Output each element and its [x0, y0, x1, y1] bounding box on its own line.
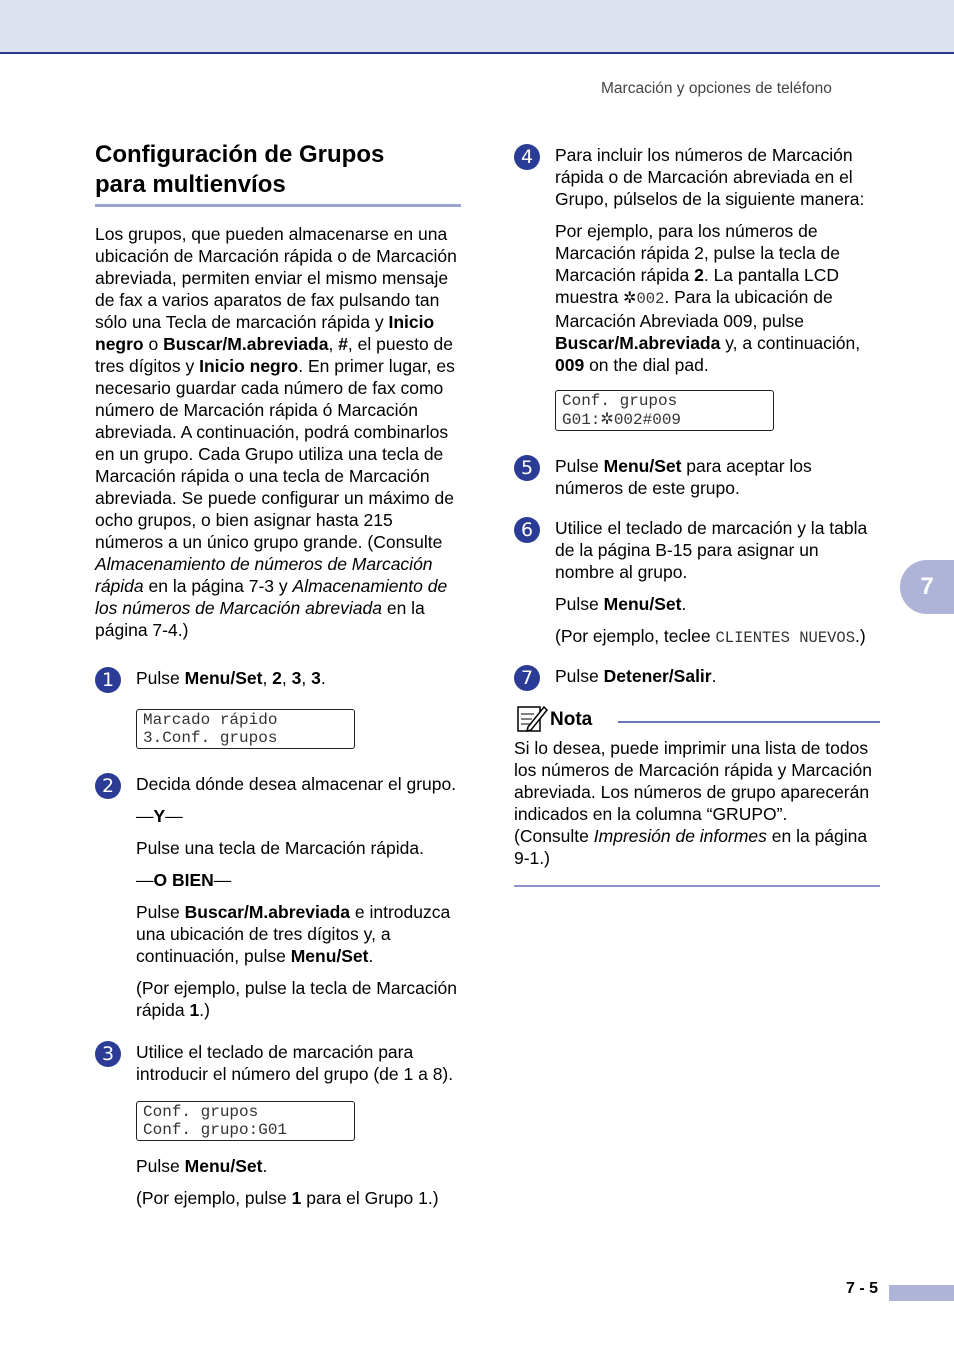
note-header-rule [618, 721, 880, 723]
step-6-example: (Por ejemplo, teclee CLIENTES NUEVOS.) [555, 626, 866, 647]
step-number-badge: 3 [95, 1041, 121, 1067]
note-bottom-rule [514, 885, 880, 887]
step-3-text: Utilice el teclado de marcación para introducir el número del grupo (de 1 a 8). [136, 1042, 454, 1084]
step-number-badge: 4 [514, 144, 540, 170]
alternative-separator: —O BIEN— [136, 870, 232, 890]
step-2-option-b: Pulse Buscar/M.abreviada e introduzca una ubicación de tres dígitos y, a continuación, pulse Menu/Set. [136, 902, 451, 966]
step-number-badge: 5 [514, 455, 540, 481]
step-6 [514, 517, 882, 649]
step-2-example: (Por ejemplo, pulse la tecla de Marcación rápida 1.) [136, 978, 457, 1020]
step-2-option-a: Pulse una tecla de Marcación rápida. [136, 838, 424, 858]
step-2 [95, 773, 465, 1021]
step-1-text: Pulse Menu/Set, 2, 3, 3. [136, 668, 326, 688]
note-header [514, 703, 882, 735]
lcd-display: Marcado rápido 3.Conf. grupos [136, 709, 355, 749]
lcd-display: Conf. grupos Conf. grupo:G01 [136, 1101, 355, 1141]
page-number: 7 - 5 [846, 1280, 879, 1297]
step-6-text: Utilice el teclado de marcación y la tabla de la página B-15 para asignar un nombre al grupo. [555, 518, 868, 582]
step-number-badge: 2 [95, 773, 121, 799]
footer-bar [889, 1285, 954, 1301]
step-1 [95, 667, 465, 749]
title-underline [95, 204, 461, 207]
top-header-band [0, 0, 954, 54]
left-column [95, 140, 465, 1209]
running-header: Marcación y opciones de teléfono [601, 80, 832, 97]
step-number-badge: 7 [514, 665, 540, 691]
alternative-separator: —Y— [136, 806, 183, 826]
chapter-tab: 7 [900, 560, 954, 614]
step-5 [514, 455, 882, 499]
step-4 [514, 144, 882, 431]
step-2-text: Decida dónde desea almacenar el grupo. [136, 774, 457, 794]
step-6-press: Pulse Menu/Set. [555, 594, 687, 614]
step-number-badge: 1 [95, 667, 121, 693]
step-4-text: Para incluir los números de Marcación rápida o de Marcación abreviada en el Grupo, púlselos de la siguiente manera: [555, 145, 865, 209]
step-4-example: Por ejemplo, para los números de Marcación rápida 2, pulse la tecla de Marcación rápida 2. La pantalla LCD muestra ✲002. Para la ubicación de Marcación Abreviada 009, pulse Buscar/M.abreviada y, a continuación, 009 on the dial pad. [555, 221, 861, 375]
star-symbol: ✲ [600, 409, 614, 428]
right-column [514, 144, 882, 887]
step-3-example: (Por ejemplo, pulse 1 para el Grupo 1.) [136, 1188, 439, 1208]
step-3-press: Pulse Menu/Set. [136, 1156, 268, 1176]
star-symbol: ✲ [623, 288, 637, 307]
step-number-badge: 6 [514, 517, 540, 543]
note-text: Si lo desea, puede imprimir una lista de todos los números de Marcación rápida y Marcación abreviada. Los números de grupo aparecerán indicados en la columna “GRUPO”. [514, 738, 872, 824]
step-5-text: Pulse Menu/Set para aceptar los números de este grupo. [555, 456, 812, 498]
note-pencil-icon [516, 703, 548, 733]
step-7-text: Pulse Detener/Salir. [555, 666, 717, 686]
intro-paragraph: Los grupos, que pueden almacenarse en una ubicación de Marcación rápida o de Marcación abreviada, permiten enviar el mismo mensaje de fax a varios aparatos de fax pulsando tan sólo una Tecla de marcación rápida y Inicio negro o Buscar/M.abreviada, #, el puesto de tres dígitos y Inicio negro. En primer lugar, es necesario guardar cada número de fax como número de Marcación rápida ó Marcación abreviada. A continuación, podrá combinarlos en un grupo. Cada Grupo utiliza una tecla de Marcación rápida o una tecla de Marcación abreviada. Se puede configurar un máximo de ocho grupos, o bien asignar hasta 215 números a un único grupo grande. (Consulte Almacenamiento de números de Marcación rápida en la página 7-3 y Almacenamiento de los números de Marcación abreviada en la página 7-4.) [95, 224, 457, 640]
lcd-display: Conf. grupos G01:✲002#009 [555, 390, 774, 431]
section-title: Configuración de Grupos para multienvíos [95, 141, 385, 198]
step-3 [95, 1041, 465, 1209]
step-7 [514, 665, 882, 687]
note-title: Nota [550, 709, 593, 730]
note-reference: (Consulte Impresión de informes en la página 9-1.) [514, 826, 868, 868]
